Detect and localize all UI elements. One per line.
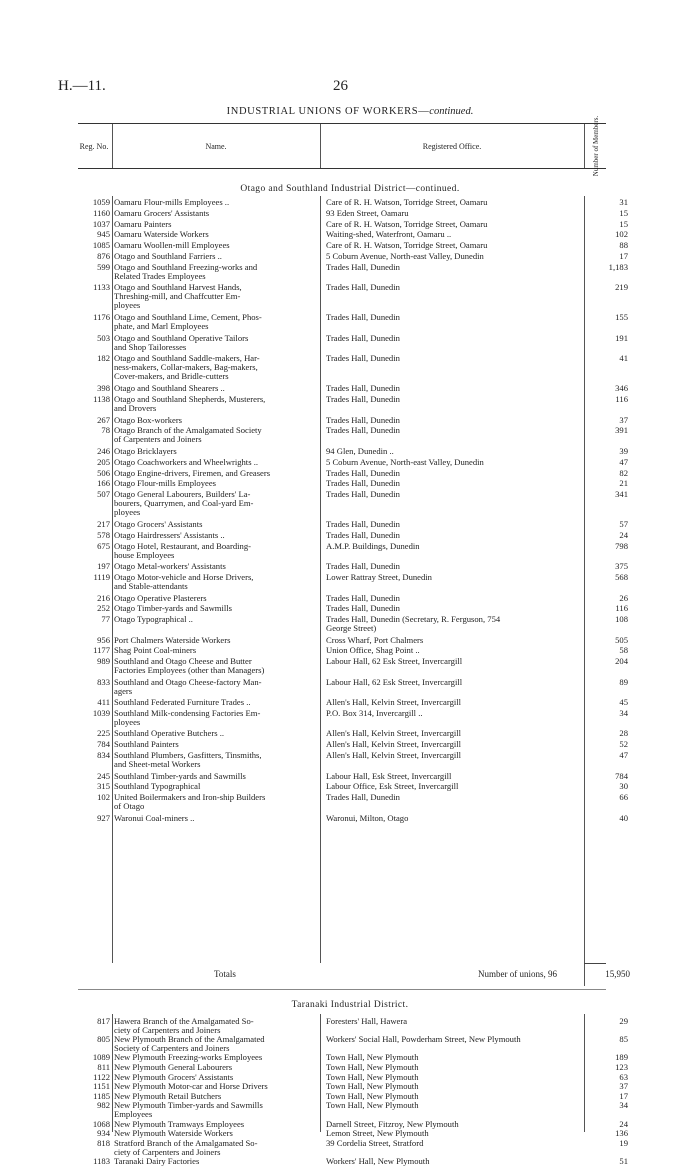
office-cell: Union Office, Shag Point .. xyxy=(326,645,420,656)
office-cell: Lower Rattray Street, Dunedin xyxy=(326,572,432,583)
name-cell: Oamaru Woollen-mill Employees xyxy=(114,240,230,251)
reg-cell: 934 xyxy=(97,1128,110,1139)
members-cell: 57 xyxy=(619,519,628,530)
name-cell: Otago Bricklayers xyxy=(114,445,177,456)
reg-cell: 989 xyxy=(97,656,110,667)
name-cell: Otago Motor-vehicle and Horse Drivers, and Stable-attendants xyxy=(114,572,254,592)
members-cell: 88 xyxy=(619,240,628,251)
reg-cell: 1185 xyxy=(93,1090,110,1101)
name-cell: Otago and Southland Harvest Hands, Threshing-mill, and Chaffcutter Em- ployees xyxy=(114,282,242,311)
office-cell: A.M.P. Buildings, Dunedin xyxy=(326,540,420,551)
members-cell: 85 xyxy=(619,1034,628,1045)
title-continued: continued. xyxy=(429,106,474,117)
members-cell: 191 xyxy=(615,332,628,343)
name-cell: New Plymouth Waterside Workers xyxy=(114,1128,233,1139)
office-cell: Trades Hall, Dunedin xyxy=(326,414,400,425)
name-cell: Oamaru Waterside Workers xyxy=(114,229,209,240)
office-cell: Trades Hall, Dunedin xyxy=(326,592,400,603)
office-cell: Trades Hall, Dunedin xyxy=(326,530,400,541)
reg-cell: 507 xyxy=(97,489,110,500)
members-cell: 52 xyxy=(619,739,628,750)
office-cell: Care of R. H. Watson, Torridge Street, Oamaru xyxy=(326,218,488,229)
section-heading-taranaki: Taranaki Industrial District. xyxy=(291,1000,409,1010)
name-cell: New Plymouth Grocers' Assistants xyxy=(114,1071,234,1082)
office-cell: Town Hall, New Plymouth xyxy=(326,1061,419,1072)
name-cell: Hawera Branch of the Amalgamated So- ciety of Carpenters and Joiners xyxy=(114,1016,254,1035)
reg-cell: 1138 xyxy=(93,394,110,405)
header-rule xyxy=(584,124,585,168)
office-cell: Trades Hall, Dunedin xyxy=(326,383,400,394)
name-cell: Oamaru Painters xyxy=(114,218,172,229)
reg-cell: 245 xyxy=(97,770,110,781)
members-cell: 219 xyxy=(615,282,628,293)
name-cell: Southland Timber-yards and Sawmills xyxy=(114,770,246,781)
reg-cell: 197 xyxy=(97,561,110,572)
name-cell: New Plymouth Branch of the Amalgamated Society of Carpenters and Joiners xyxy=(114,1034,265,1054)
reg-cell: 675 xyxy=(97,540,110,551)
office-cell: Trades Hall, Dunedin xyxy=(326,561,400,572)
members-cell: 505 xyxy=(615,634,628,645)
name-cell: Southland and Otago Cheese and Butter Factories Employees (other than Managers) xyxy=(114,656,265,676)
members-cell: 31 xyxy=(619,197,628,207)
members-cell: 346 xyxy=(615,383,628,394)
name-cell: Southland Federated Furniture Trades .. xyxy=(114,697,251,708)
name-cell: Otago Hairdressers' Assistants .. xyxy=(114,530,225,541)
col-office-header: Registered Office. xyxy=(422,141,482,151)
office-cell: Cross Wharf, Port Chalmers xyxy=(326,634,424,645)
office-cell: Workers' Social Hall, Powderham Street, New Plymouth xyxy=(326,1034,521,1045)
name-cell: Otago General Labourers, Builders' La- bourers, Quarrymen, and Coal-yard Em- ployees xyxy=(114,489,254,518)
reg-cell: 834 xyxy=(97,750,110,761)
name-cell: Southland Typographical xyxy=(114,781,201,792)
name-cell: New Plymouth Retail Butchers xyxy=(114,1090,222,1101)
name-cell: New Plymouth Freezing-works Employees xyxy=(114,1052,263,1063)
col-name-header: Name. xyxy=(205,141,227,151)
members-cell: 89 xyxy=(619,676,628,687)
totals-label: Totals xyxy=(214,969,236,979)
office-cell: 39 Cordelia Street, Stratford xyxy=(326,1137,424,1148)
members-cell: 189 xyxy=(615,1052,628,1063)
reg-cell: 1089 xyxy=(92,1052,110,1063)
reg-cell: 1085 xyxy=(92,240,110,251)
office-cell: Foresters' Hall, Hawera xyxy=(326,1016,408,1026)
reg-cell: 1068 xyxy=(92,1118,110,1129)
office-cell: Trades Hall, Dunedin xyxy=(326,478,400,489)
office-cell: Trades Hall, Dunedin xyxy=(326,312,400,323)
name-cell: Otago and Southland Operative Tailors and Shop Tailoresses xyxy=(114,332,249,352)
reg-cell: 1037 xyxy=(92,218,110,229)
name-cell: Port Chalmers Waterside Workers xyxy=(114,634,231,645)
name-cell: New Plymouth Motor-car and Horse Drivers xyxy=(114,1081,268,1092)
office-cell: Allen's Hall, Kelvin Street, Invercargill xyxy=(326,750,462,761)
totals-members: 15,950 xyxy=(605,969,630,979)
reg-cell: 411 xyxy=(97,697,110,708)
name-cell: Stratford Branch of the Amalgamated So- ciety of Carpenters and Joiners xyxy=(114,1137,258,1157)
reg-cell: 398 xyxy=(97,383,110,394)
office-cell: Trades Hall, Dunedin (Secretary, R. Ferguson, 754 George Street) xyxy=(326,614,501,634)
members-cell: 24 xyxy=(619,1118,628,1129)
members-cell: 341 xyxy=(615,489,628,500)
members-cell: 37 xyxy=(619,414,628,425)
office-cell: Trades Hall, Dunedin xyxy=(326,467,400,478)
table-header xyxy=(78,115,606,177)
name-cell: Otago Metal-workers' Assistants xyxy=(114,561,226,572)
name-cell: Oamaru Grocers' Assistants xyxy=(114,207,210,218)
reg-cell: 833 xyxy=(97,676,110,687)
members-cell: 37 xyxy=(619,1081,628,1092)
reg-cell: 503 xyxy=(97,332,110,343)
members-cell: 375 xyxy=(615,561,628,572)
office-cell: Town Hall, New Plymouth xyxy=(326,1071,419,1082)
members-cell: 39 xyxy=(619,445,628,456)
office-cell: Town Hall, New Plymouth xyxy=(326,1100,419,1111)
reg-cell: 216 xyxy=(97,592,110,603)
name-cell: Otago Hotel, Restaurant, and Boarding- house Employees xyxy=(114,540,251,560)
name-cell: Otago Coachworkers and Wheelwrights .. xyxy=(114,456,258,467)
reg-cell: 818 xyxy=(97,1137,110,1148)
office-cell: Trades Hall, Dunedin xyxy=(326,603,400,614)
title-main: INDUSTRIAL UNIONS OF WORKERS— xyxy=(226,106,430,117)
reg-cell: 599 xyxy=(97,261,110,272)
name-cell: Otago Engine-drivers, Firemen, and Greasers xyxy=(114,467,271,478)
members-cell: 21 xyxy=(619,478,628,489)
reg-cell: 252 xyxy=(97,603,110,614)
reg-cell: 1177 xyxy=(93,645,110,656)
reg-cell: 166 xyxy=(97,478,110,489)
reg-cell: 225 xyxy=(97,728,110,739)
name-cell: Shag Point Coal-miners xyxy=(114,645,197,656)
reg-cell: 1039 xyxy=(92,707,110,718)
name-cell: Otago Box-workers xyxy=(114,414,183,425)
office-cell: Care of R. H. Watson, Torridge Street, Oamaru xyxy=(326,197,488,207)
name-cell: Otago and Southland Freezing-works and Related Trades Employees xyxy=(114,261,258,281)
members-cell: 116 xyxy=(615,603,628,614)
name-cell: Otago and Southland Lime, Cement, Phos- phate, and Marl Employees xyxy=(114,312,262,332)
members-cell: 15 xyxy=(619,218,628,229)
reg-cell: 1119 xyxy=(93,572,110,583)
reg-cell: 217 xyxy=(97,519,110,530)
members-cell: 136 xyxy=(615,1128,628,1139)
office-cell: Lemon Street, New Plymouth xyxy=(326,1128,429,1139)
reg-cell: 506 xyxy=(97,467,110,478)
totals-rule xyxy=(584,963,606,964)
column-rule xyxy=(112,1014,113,1132)
members-cell: 123 xyxy=(615,1061,628,1072)
reg-cell: 205 xyxy=(97,456,110,467)
office-cell: Labour Hall, 62 Esk Street, Invercargill xyxy=(326,656,463,667)
members-cell: 15 xyxy=(619,207,628,218)
members-cell: 24 xyxy=(619,530,628,541)
reg-cell: 876 xyxy=(97,251,110,262)
reg-cell: 77 xyxy=(101,614,110,625)
reg-cell: 1059 xyxy=(92,197,110,207)
members-cell: 108 xyxy=(615,614,628,625)
office-cell: Trades Hall, Dunedin xyxy=(326,425,400,436)
members-cell: 391 xyxy=(615,425,628,436)
totals-union-count: Number of unions, 96 xyxy=(478,969,557,979)
reg-cell: 315 xyxy=(97,781,110,792)
column-rule xyxy=(112,196,113,963)
office-cell: Town Hall, New Plymouth xyxy=(326,1090,419,1101)
header-rule xyxy=(320,124,321,168)
col-members-label: Number of Members. xyxy=(592,115,600,177)
document-code: H.—11. xyxy=(58,78,106,94)
office-cell: Trades Hall, Dunedin xyxy=(326,792,400,803)
name-cell: United Boilermakers and Iron-ship Builders of Otago xyxy=(114,792,266,812)
col-members-header xyxy=(586,115,606,177)
office-cell: Town Hall, New Plymouth xyxy=(326,1081,419,1092)
members-cell: 102 xyxy=(615,229,628,240)
office-cell: Workers' Hall, New Plymouth xyxy=(326,1155,430,1166)
name-cell: New Plymouth Tramways Employees xyxy=(114,1118,245,1129)
reg-cell: 927 xyxy=(97,812,110,823)
reg-cell: 1122 xyxy=(93,1071,110,1082)
office-cell: Waronui, Milton, Otago xyxy=(326,812,409,823)
office-cell: Trades Hall, Dunedin xyxy=(326,261,400,272)
name-cell: Taranaki Dairy Factories xyxy=(114,1155,200,1166)
reg-cell: 1183 xyxy=(93,1155,110,1166)
members-cell: 45 xyxy=(619,697,628,708)
office-cell: Trades Hall, Dunedin xyxy=(326,332,400,343)
office-cell: 5 Coburn Avenue, North-east Valley, Dunedin xyxy=(326,456,484,467)
column-rule xyxy=(320,196,321,963)
office-cell: Town Hall, New Plymouth xyxy=(326,1052,419,1063)
reg-cell: 1151 xyxy=(93,1081,110,1092)
name-cell: Southland Painters xyxy=(114,739,179,750)
members-cell: 19 xyxy=(619,1137,628,1148)
section-divider xyxy=(78,989,606,990)
members-cell: 17 xyxy=(619,251,628,262)
members-cell: 29 xyxy=(619,1016,628,1026)
name-cell: Otago Timber-yards and Sawmills xyxy=(114,603,232,614)
members-cell: 155 xyxy=(615,312,628,323)
section-heading-otago: Otago and Southland Industrial District—continued. xyxy=(240,184,460,194)
office-cell: Trades Hall, Dunedin xyxy=(326,394,400,405)
members-cell: 82 xyxy=(619,467,628,478)
name-cell: Otago and Southland Shepherds, Musterers, and Drovers xyxy=(114,394,266,414)
name-cell: Otago Branch of the Amalgamated Society of Carpenters and Joiners xyxy=(114,425,262,445)
name-cell: Otago Operative Plasterers xyxy=(114,592,207,603)
office-cell: Darnell Street, Fitzroy, New Plymouth xyxy=(326,1118,459,1129)
office-cell: Allen's Hall, Kelvin Street, Invercargill xyxy=(326,697,462,708)
members-cell: 34 xyxy=(619,707,628,718)
office-cell: Care of R. H. Watson, Torridge Street, Oamaru xyxy=(326,240,488,251)
reg-cell: 805 xyxy=(97,1034,110,1045)
members-cell: 568 xyxy=(615,572,628,583)
members-cell: 1,183 xyxy=(608,261,628,272)
office-cell: P.O. Box 314, Invercargill .. xyxy=(326,707,423,718)
name-cell: Otago and Southland Farriers .. xyxy=(114,251,222,262)
page-number: 26 xyxy=(333,78,348,94)
name-cell: Waronui Coal-miners .. xyxy=(114,812,195,823)
name-cell: Oamaru Flour-mills Employees .. xyxy=(114,197,230,207)
reg-cell: 578 xyxy=(97,530,110,541)
members-cell: 34 xyxy=(619,1100,628,1111)
members-cell: 41 xyxy=(619,353,628,364)
reg-cell: 182 xyxy=(97,353,110,364)
office-cell: Allen's Hall, Kelvin Street, Invercargill xyxy=(326,739,462,750)
office-cell: Trades Hall, Dunedin xyxy=(326,489,400,500)
name-cell: Southland and Otago Cheese-factory Man- agers xyxy=(114,676,262,696)
office-cell: Waiting-shed, Waterfront, Oamaru .. xyxy=(326,229,452,240)
name-cell: New Plymouth Timber-yards and Sawmills Employees xyxy=(114,1100,263,1120)
members-cell: 47 xyxy=(619,456,628,467)
members-cell: 204 xyxy=(615,656,628,667)
members-cell: 58 xyxy=(619,645,628,656)
reg-cell: 1160 xyxy=(93,207,110,218)
name-cell: Southland Plumbers, Gasfitters, Tinsmiths, and Sheet-metal Workers xyxy=(114,750,262,770)
members-cell: 51 xyxy=(619,1155,628,1166)
office-cell: Trades Hall, Dunedin xyxy=(326,282,400,293)
reg-cell: 102 xyxy=(97,792,110,803)
office-cell: 5 Coburn Avenue, North-east Valley, Dunedin xyxy=(326,251,484,262)
reg-cell: 267 xyxy=(97,414,110,425)
office-cell: Trades Hall, Dunedin xyxy=(326,519,400,530)
reg-cell: 956 xyxy=(97,634,110,645)
col-reg-header: Reg. No. xyxy=(79,141,109,151)
office-cell: 93 Eden Street, Oamaru xyxy=(326,207,409,218)
name-cell: Otago Typographical .. xyxy=(114,614,193,625)
reg-cell: 811 xyxy=(97,1061,110,1072)
office-cell: Labour Hall, 62 Esk Street, Invercargill xyxy=(326,676,463,687)
name-cell: Otago Flour-mills Employees xyxy=(114,478,216,489)
members-cell: 17 xyxy=(619,1090,628,1101)
name-cell: Southland Milk-condensing Factories Em- ployees xyxy=(114,707,261,727)
members-cell: 40 xyxy=(619,812,628,823)
reg-cell: 784 xyxy=(97,739,110,750)
office-cell: 94 Glen, Dunedin .. xyxy=(326,445,394,456)
reg-cell: 945 xyxy=(97,229,110,240)
reg-cell: 817 xyxy=(97,1016,110,1026)
name-cell: Otago and Southland Shearers .. xyxy=(114,383,225,394)
column-rule xyxy=(320,1014,321,1132)
members-cell: 66 xyxy=(619,792,628,803)
reg-cell: 982 xyxy=(97,1100,110,1111)
members-cell: 116 xyxy=(615,394,628,405)
reg-cell: 78 xyxy=(101,425,110,436)
name-cell: Southland Operative Butchers .. xyxy=(114,728,225,739)
reg-cell: 1133 xyxy=(93,282,110,293)
name-cell: New Plymouth General Labourers xyxy=(114,1061,233,1072)
members-cell: 30 xyxy=(619,781,628,792)
header-rule xyxy=(112,124,113,168)
members-cell: 26 xyxy=(619,592,628,603)
members-cell: 798 xyxy=(615,540,628,551)
name-cell: Otago and Southland Saddle-makers, Har- ness-makers, Collar-makers, Bag-makers, Cover-makers, and Bridle-cutters xyxy=(114,353,260,382)
members-cell: 47 xyxy=(619,750,628,761)
office-cell: Allen's Hall, Kelvin Street, Invercargill xyxy=(326,728,462,739)
office-cell: Labour Office, Esk Street, Invercargill xyxy=(326,781,459,792)
reg-cell: 1176 xyxy=(93,312,110,323)
office-cell: Trades Hall, Dunedin xyxy=(326,353,400,364)
members-cell: 28 xyxy=(619,728,628,739)
name-cell: Otago Grocers' Assistants xyxy=(114,519,203,530)
members-cell: 784 xyxy=(615,770,628,781)
reg-cell: 246 xyxy=(97,445,110,456)
office-cell: Labour Hall, Esk Street, Invercargill xyxy=(326,770,452,781)
members-cell: 63 xyxy=(619,1071,628,1082)
